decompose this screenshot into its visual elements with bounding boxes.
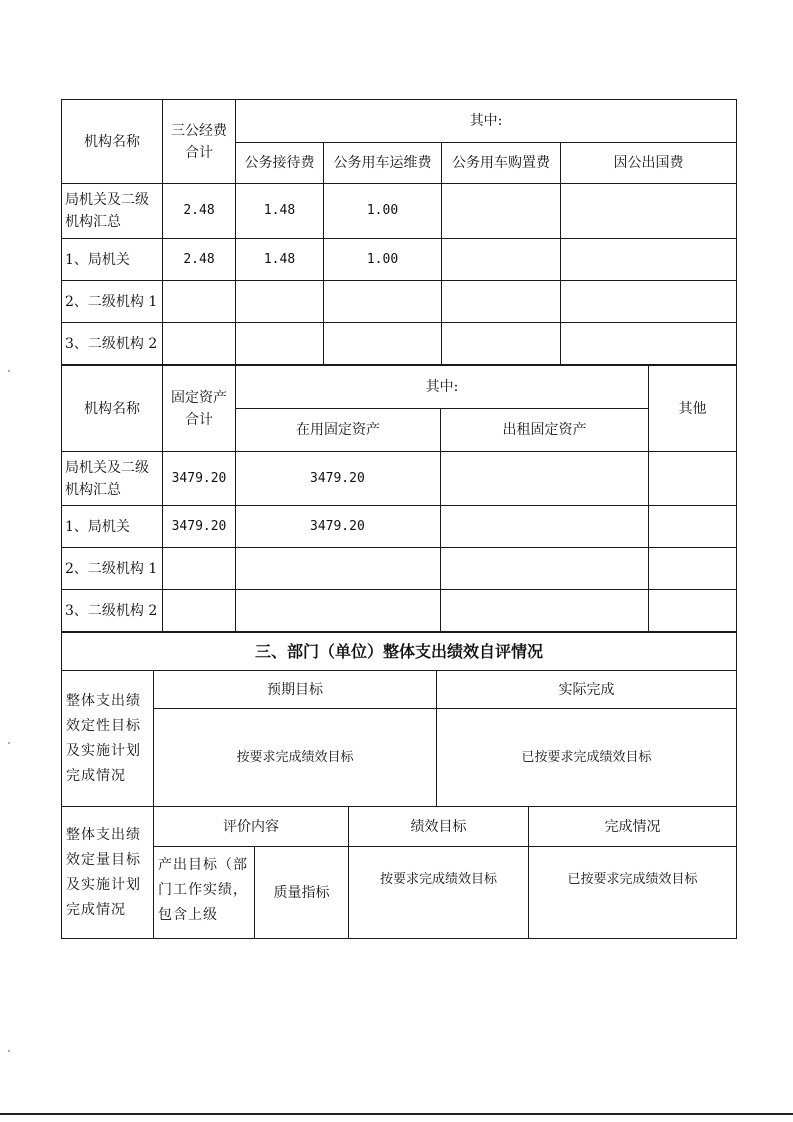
row-reception xyxy=(236,323,324,365)
vehicle-maint-header: 公务用车运维费 xyxy=(324,143,442,184)
rented-header: 出租固定资产 xyxy=(441,409,649,452)
table-row xyxy=(62,548,737,590)
target-value: 按要求完成绩效目标 xyxy=(349,847,529,939)
row-abroad xyxy=(561,184,737,239)
row-other xyxy=(649,548,737,590)
row-total xyxy=(163,548,236,590)
row-abroad xyxy=(561,281,737,323)
row-reception: 1.48 xyxy=(236,184,324,239)
sangong-total-header: 三公经费合计 xyxy=(163,100,236,184)
table-row xyxy=(62,184,737,239)
row-abroad xyxy=(561,323,737,365)
row-in-use: 3479.20 xyxy=(236,506,441,548)
output-target: 产出目标（部门工作实绩，包含上级 xyxy=(154,847,255,939)
expected-target-header: 预期目标 xyxy=(154,671,437,709)
table-row xyxy=(62,281,737,323)
quantitative-label: 整体支出绩效定量目标及实施计划完成情况 xyxy=(62,807,154,939)
assets-total-header: 固定资产合计 xyxy=(163,366,236,452)
row-vehicle-maint: 1.00 xyxy=(324,239,442,281)
row-total xyxy=(163,590,236,632)
org-name-header: 机构名称 xyxy=(62,366,163,452)
row-name: 2、二级机构 1 xyxy=(62,281,163,323)
row-other xyxy=(649,590,737,632)
status-value: 已按要求完成绩效目标 xyxy=(529,847,737,939)
fixed-assets-table xyxy=(61,365,737,632)
row-name: 2、二级机构 1 xyxy=(62,548,163,590)
sangong-expense-table xyxy=(61,99,737,365)
row-name: 局机关及二级机构汇总 xyxy=(62,452,163,506)
scan-edge-line xyxy=(0,1113,793,1115)
vehicle-purchase-header: 公务用车购置费 xyxy=(442,143,561,184)
row-vehicle-maint: 1.00 xyxy=(324,184,442,239)
other-header: 其他 xyxy=(649,366,737,452)
row-abroad xyxy=(561,239,737,281)
row-rented xyxy=(441,590,649,632)
table-row xyxy=(62,323,737,365)
table-row xyxy=(62,590,737,632)
table-row xyxy=(62,506,737,548)
completion-status-header: 完成情况 xyxy=(529,807,737,847)
row-name: 局机关及二级机构汇总 xyxy=(62,184,163,239)
row-vehicle-purchase xyxy=(442,184,561,239)
actual-completion-header: 实际完成 xyxy=(437,671,737,709)
performance-target-header: 绩效目标 xyxy=(349,807,529,847)
qualitative-table xyxy=(61,632,737,807)
row-other xyxy=(649,452,737,506)
section-title: 三、部门（单位）整体支出绩效自评情况 xyxy=(62,633,737,671)
row-name: 3、二级机构 2 xyxy=(62,590,163,632)
row-rented xyxy=(441,548,649,590)
row-vehicle-purchase xyxy=(442,239,561,281)
scan-speck xyxy=(8,1050,10,1052)
row-rented xyxy=(441,452,649,506)
row-in-use xyxy=(236,590,441,632)
row-total xyxy=(163,281,236,323)
scan-speck xyxy=(8,742,10,744)
among-header: 其中: xyxy=(236,366,649,409)
expected-target-value: 按要求完成绩效目标 xyxy=(154,709,437,807)
reception-header: 公务接待费 xyxy=(236,143,324,184)
row-in-use xyxy=(236,548,441,590)
row-total xyxy=(163,323,236,365)
quantitative-table xyxy=(61,806,737,939)
row-rented xyxy=(441,506,649,548)
org-name-header: 机构名称 xyxy=(62,100,163,184)
eval-content-header: 评价内容 xyxy=(154,807,349,847)
row-vehicle-purchase xyxy=(442,281,561,323)
row-name: 1、局机关 xyxy=(62,239,163,281)
row-in-use: 3479.20 xyxy=(236,452,441,506)
row-name: 1、局机关 xyxy=(62,506,163,548)
row-total: 3479.20 xyxy=(163,452,236,506)
among-header: 其中: xyxy=(236,100,737,143)
table-row xyxy=(62,239,737,281)
table-row xyxy=(62,452,737,506)
row-reception xyxy=(236,281,324,323)
actual-completion-value: 已按要求完成绩效目标 xyxy=(437,709,737,807)
row-total: 2.48 xyxy=(163,184,236,239)
row-total: 3479.20 xyxy=(163,506,236,548)
abroad-header: 因公出国费 xyxy=(561,143,737,184)
row-vehicle-maint xyxy=(324,281,442,323)
row-reception: 1.48 xyxy=(236,239,324,281)
row-total: 2.48 xyxy=(163,239,236,281)
qualitative-label: 整体支出绩效定性目标及实施计划完成情况 xyxy=(62,671,154,807)
scan-speck xyxy=(8,370,10,372)
row-other xyxy=(649,506,737,548)
quality-indicator: 质量指标 xyxy=(255,847,349,939)
row-name: 3、二级机构 2 xyxy=(62,323,163,365)
row-vehicle-maint xyxy=(324,323,442,365)
in-use-header: 在用固定资产 xyxy=(236,409,441,452)
row-vehicle-purchase xyxy=(442,323,561,365)
